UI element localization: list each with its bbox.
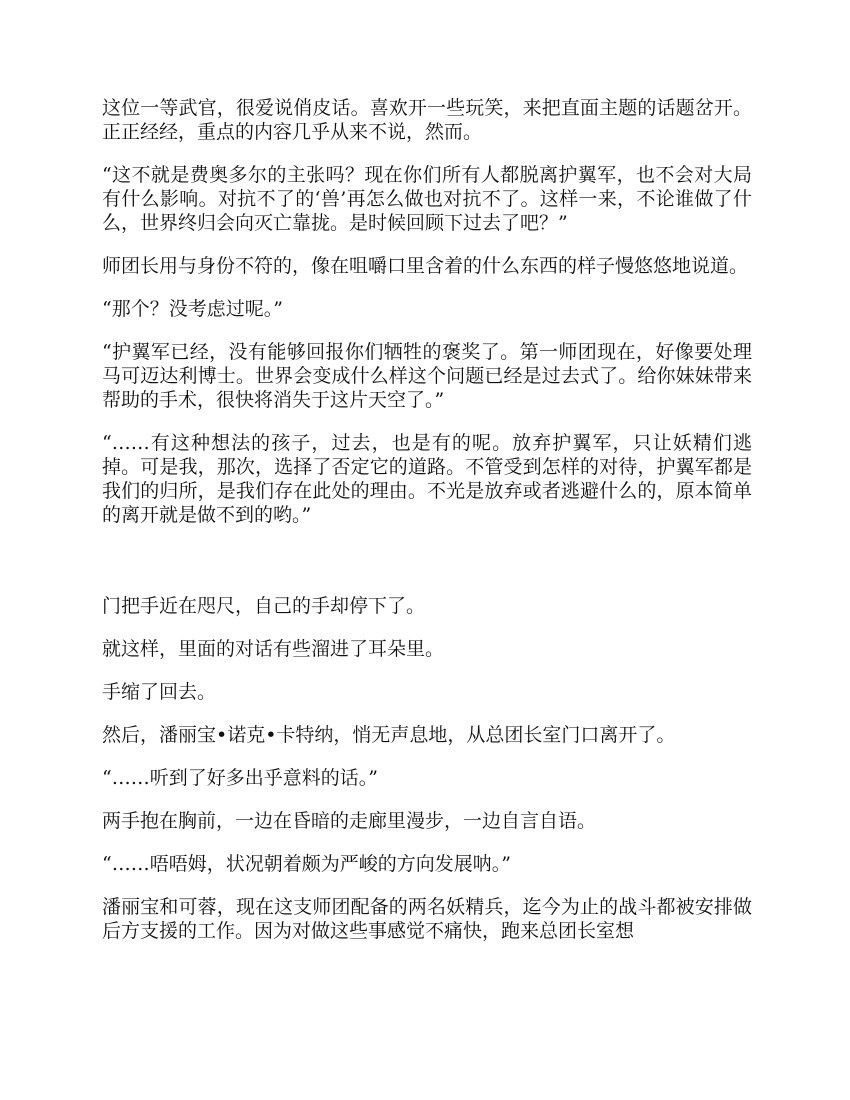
- paragraph: 手缩了回去。: [102, 681, 217, 703]
- paragraph: “那个？没考虑过呢。”: [102, 298, 283, 320]
- body-text: [102, 96, 752, 962]
- paragraph: 两手抱在胸前，一边在昏暗的走廊里漫步，一边自言自语。: [102, 810, 597, 832]
- paragraph: 门把手近在咫尺，自己的手却停下了。: [102, 595, 426, 617]
- paragraph: “……听到了好多出乎意料的话。”: [102, 767, 378, 789]
- paragraph: “……唔唔姆，状况朝着颇为严峻的方向发展呐。”: [102, 853, 511, 875]
- paragraph: “护翼军已经，没有能够回报你们牺牲的褒奖了。第一师团现在，好像要处理马可迈达利博士。世界会变成什么样这个问题已经是过去式了。给你妹妹带来帮助的手术，很快将消失于这片天空了。”: [102, 341, 752, 411]
- paragraph: 这位一等武官，很爱说俏皮话。喜欢开一些玩笑，来把直面主题的话题岔开。正正经经，重点的内容几乎从来不说，然而。: [102, 97, 752, 143]
- paragraph: 就这样，里面的对话有些溜进了耳朵里。: [102, 638, 445, 660]
- paragraph: “这不就是费奥多尔的主张吗？现在你们所有人都脱离护翼军，也不会对大局有什么影响。对抗不了的‘兽’再怎么做也对抗不了。这样一来，不论谁做了什么，世界终归会向灭亡靠拢。是时候回顾下过去了吧？”: [102, 164, 752, 234]
- paragraph: 潘丽宝和可蓉，现在这支师团配备的两名妖精兵，迄今为止的战斗都被安排做后方支援的工作。因为对做这些事感觉不痛快，跑来总团长室想: [102, 896, 752, 942]
- scene-break: [102, 546, 752, 594]
- paragraph: 然后，潘丽宝•诺克•卡特纳，悄无声息地，从总团长室门口离开了。: [102, 724, 676, 746]
- paragraph: “……有这种想法的孩子，过去，也是有的呢。放弃护翼军，只让妖精们逃掉。可是我，那次，选择了否定它的道路。不管受到怎样的对待，护翼军都是我们的归所，是我们存在此处的理由。不光是放弃或者逃避什么的，原本简单的离开就是做不到的哟。”: [102, 432, 752, 526]
- paragraph: 师团长用与身份不符的，像在咀嚼口里含着的什么东西的样子慢悠悠地说道。: [102, 255, 749, 277]
